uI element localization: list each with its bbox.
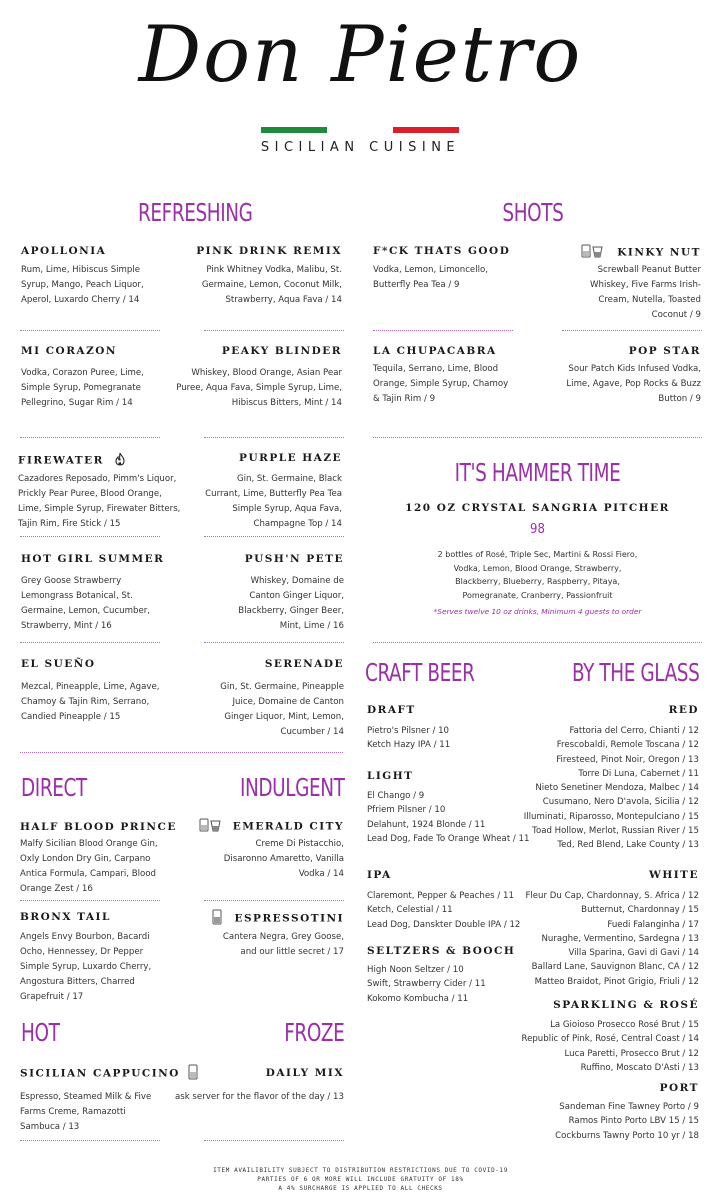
direct-heading: DIRECT [21, 773, 87, 802]
wine-group-title: SPARKLING & ROSÉ [553, 999, 699, 1011]
divider [204, 900, 344, 901]
price: 98 [530, 522, 545, 537]
flag-red-bar [393, 127, 459, 133]
flag-green-bar [261, 127, 327, 133]
item-name: PUSH'N PETE [244, 553, 344, 565]
hammer-heading: IT'S HAMMER TIME [454, 458, 621, 487]
divider [562, 330, 702, 331]
beer-group-title: LIGHT [367, 770, 414, 782]
item-name: APOLLONIA [21, 245, 107, 257]
item-desc: Vodka, Corazon Puree, Lime, Simple Syrup, Pomegranate Pellegrino, Sugar Rim / 14 [21, 368, 144, 408]
item-desc: Sour Patch Kids Infused Vodka, Lime, Agave, Pop Rocks & Buzz Button / 9 [566, 364, 701, 404]
item-name [20, 1063, 199, 1084]
tagline: SICILIAN CUISINE [260, 140, 461, 155]
divider [204, 437, 344, 438]
item-desc: Angels Envy Bourbon, Bacardi Ocho, Hennessey, Dr Pepper Simple Syrup, Luxardo Cherry, Angostura Bitters, Charred Grapefruit / 17 [20, 932, 152, 1002]
divider [204, 330, 344, 331]
item-desc: Cazadores Reposado, Pimm's Liquor, Prickly Pear Puree, Blood Orange, Lime, Simple Syrup, Firewater Bitters, Tajin Rim, Fire Stick / 15 [18, 474, 181, 529]
item-name: HALF BLOOD PRINCE [20, 821, 177, 833]
glasses-icon [198, 817, 222, 836]
beer-group-title: SELTZERS & BOOCH [367, 945, 516, 957]
emerald-city-label: EMERALD CITY [232, 820, 344, 833]
divider [373, 642, 702, 643]
beer-list: El Chango / 9 Pfriem Pilsner / 10 Delahunt, 1924 Blonde / 11 Lead Dog, Fade To Orange Wheat / 11 [367, 791, 530, 844]
divider [204, 536, 344, 537]
item-desc: Screwball Peanut Butter Whiskey, Five Farms Irish- Cream, Nutella, Toasted Coconut / 9 [590, 265, 701, 320]
wine-group-title: RED [668, 704, 699, 716]
item-name: 120 OZ CRYSTAL SANGRIA PITCHER [405, 502, 670, 514]
item-name: LA CHUPACABRA [373, 345, 497, 357]
note: *Serves twelve 10 oz drinks, Minimum 4 guests to order [433, 607, 642, 616]
divider [20, 642, 160, 643]
divider [373, 330, 513, 331]
item-desc: Gin, St. Germaine, Black Currant, Lime, Butterfly Pea Tea Simple Syrup, Aqua Fava, Champagne Top / 14 [205, 474, 342, 529]
item-desc: ask server for the flavor of the day / 13 [174, 1092, 344, 1102]
divider [20, 1140, 160, 1141]
item-name: BRONX TAIL [20, 911, 111, 923]
footer-notice: ITEM AVAILIBILITY SUBJECT TO DISTRIBUTION RESTRICTIONS DUE TO COVID-19 PARTIES OF 6 OR MORE WILL INCLUDE GRATUITY OF 18% A 4% SURCHARGE IS APPLIED TO ALL CHECKS [213, 1167, 508, 1192]
beer-group-title: IPA [367, 869, 392, 881]
item-name: PURPLE HAZE [239, 452, 342, 464]
craft-beer-heading: CRAFT BEER [365, 658, 475, 687]
wine-list: Fleur Du Cap, Chardonnay, S. Africa / 12 Butternut, Chardonnay / 15 Fuedi Falanginha / 17 Nuraghe, Vermentino, Sardegna / 13 Villa Sparina, Gavi di Gavi / 14 Ballard Lane, Sauvignon Blanc, CA / 12 Matteo Braidot, Pinot Grigio, Friuli / 12 [525, 891, 699, 987]
mug-icon [187, 1063, 199, 1084]
beer-group-title: DRAFT [367, 704, 416, 716]
item-desc: Grey Goose Strawberry Lemongrass Botanical, St. Germaine, Lemon, Cucumber, Strawberry, Mint / 16 [21, 576, 151, 631]
item-name: PEAKY BLINDER [221, 345, 342, 357]
wine-list: Sandeman Fine Tawney Porto / 9 Ramos Pinto Porto LBV 15 / 15 Cockburns Tawny Porto 10 yr / 18 [555, 1102, 699, 1141]
wine-group-title: WHITE [649, 869, 699, 881]
divider [20, 536, 160, 537]
wine-list: La Gioioso Prosecco Rosé Brut / 15 Republic of Pink, Rosé, Central Coast / 14 Luca Paretti, Prosecco Brut / 12 Ruffino, Moscato D'Asti / 13 [521, 1020, 699, 1073]
item-desc: Mezcal, Pineapple, Lime, Agave, Chamoy & Tajin Rim, Serrano, Candied Pineapple / 15 [21, 682, 160, 722]
item-desc: Espresso, Steamed Milk & Five Farms Creme, Ramazotti Sambuca / 13 [20, 1092, 152, 1132]
hot-heading: HOT [21, 1018, 60, 1047]
espresso-glass-icon [211, 908, 223, 929]
item-name [198, 817, 344, 836]
item-name [580, 243, 701, 262]
item-name: POP STAR [628, 345, 701, 357]
froze-heading: FROZE [283, 1018, 344, 1047]
firewater-label: FIREWATER [18, 454, 104, 467]
item-desc: Gin, St. Germaine, Pineapple Juice, Domaine de Canton Ginger Liquor, Mint, Lemon, Cucumber / 14 [220, 682, 344, 737]
wine-group-title: PORT [659, 1082, 699, 1094]
item-desc: Rum, Lime, Hibiscus Simple Syrup, Mango, Peach Liquor, Aperol, Luxardo Cherry / 14 [21, 265, 144, 305]
item-name: HOT GIRL SUMMER [21, 553, 165, 565]
item-desc: Whiskey, Domaine de Canton Ginger Liquor, Blackberry, Ginger Beer, Mint, Lime / 16 [238, 576, 344, 631]
item-desc: Malfy Sicilian Blood Orange Gin, Oxly London Dry Gin, Carpano Antica Formula, Campari, Blood Orange Zest / 16 [20, 839, 158, 894]
item-desc: Whiskey, Blood Orange, Asian Pear Puree, Aqua Fava, Simple Syrup, Lime, Hibiscus Bitters, Mint / 14 [176, 368, 342, 408]
divider [20, 437, 160, 438]
logo: Don Pietro [138, 10, 583, 100]
espressotini-label: ESPRESSOTINI [234, 912, 344, 925]
divider [373, 437, 702, 438]
refreshing-heading: REFRESHING [138, 198, 253, 227]
by-the-glass-heading: BY THE GLASS [571, 658, 699, 687]
shot-glasses-icon [580, 243, 604, 262]
item-desc: Cantera Negra, Grey Goose, and our little secret / 17 [222, 932, 344, 957]
item-name: DAILY MIX [265, 1067, 344, 1079]
item-name: PINK DRINK REMIX [196, 245, 342, 257]
item-name: MI CORAZON [21, 345, 117, 357]
item-name: SERENADE [264, 658, 344, 670]
indulgent-heading: INDULGENT [239, 773, 344, 802]
item-desc: Pink Whitney Vodka, Malibu, St. Germaine, Lemon, Coconut Milk, Strawberry, Aqua Fava / 14 [201, 265, 342, 305]
kinky-nut-label: KINKY NUT [617, 246, 701, 259]
beer-list: High Noon Seltzer / 10 Swift, Strawberry Cider / 11 Kokomo Kombucha / 11 [367, 965, 486, 1004]
shots-heading: SHOTS [501, 198, 563, 227]
sicilian-cappucino-label: SICILIAN CAPPUCINO [20, 1067, 180, 1080]
item-desc: Creme Di Pistacchio, Disaronno Amaretto, Vanilla Vodka / 14 [223, 839, 344, 879]
wine-list: Fattoria del Cerro, Chianti / 12 Frescobaldi, Remole Toscana / 12 Firesteed, Pinot Noir, Oregon / 13 Torre Di Luna, Cabernet / 11 Nieto Senetiner Mendoza, Malbec / 14 Cusumano, Nero D'avola, Sicilia / 12 Illuminati, Riparosso, Montepulciano / 15 Toad Hollow, Merlot, Russian River / 15 Ted, Red Blend, Lake County / 13 [523, 726, 699, 851]
divider [20, 752, 343, 753]
beer-list: Claremont, Pepper & Peaches / 11 Ketch, Celestial / 11 Lead Dog, Danskter Double IPA / 12 [367, 891, 521, 930]
divider [20, 330, 160, 331]
divider [204, 1140, 344, 1141]
item-name [211, 908, 344, 929]
beer-list: Pietro's Pilsner / 10 Ketch Hazy IPA / 11 [367, 726, 451, 751]
divider [20, 900, 160, 901]
item-desc: Vodka, Lemon, Limoncello, Butterfly Pea Tea / 9 [373, 265, 488, 290]
item-name [18, 452, 127, 469]
item-desc: 2 bottles of Rosé, Triple Sec, Martini & Rossi Fiero, Vodka, Lemon, Blood Orange, Strawberry, Blackberry, Blueberry, Raspberry, Pitaya, Pomegranate, Cranberry, Passionfruit [437, 550, 638, 600]
item-desc: Tequila, Serrano, Lime, Blood Orange, Simple Syrup, Chamoy & Tajin Rim / 9 [373, 364, 509, 404]
item-name: EL SUEÑO [21, 658, 96, 670]
item-name: F*CK THATS GOOD [373, 245, 511, 257]
divider [204, 642, 344, 643]
fire-icon [113, 452, 127, 469]
